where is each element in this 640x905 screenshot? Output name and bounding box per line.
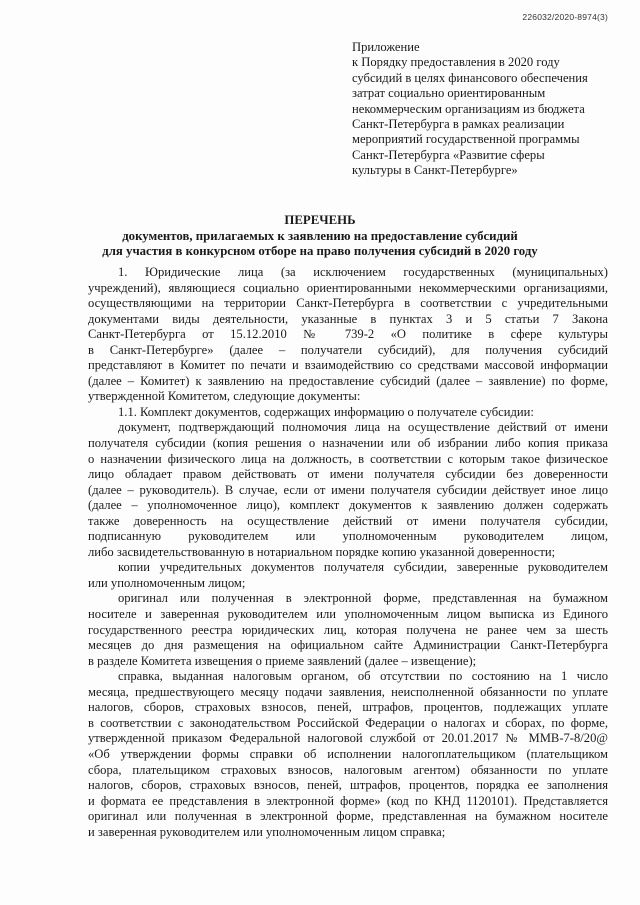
paragraph-line: в соответствии с законодательством Российской Федерации о налогах и сборах, по форме,	[88, 715, 608, 730]
paragraph-line: 1.1. Комплект документов, содержащих информацию о получателе субсидии:	[118, 404, 534, 419]
paragraph-line: утвержденной приказом Федеральной налоговой службой от 20.01.2017 № ММВ-7-8/20@	[88, 731, 608, 746]
paragraph-line: и заверенная руководителем или уполномоченным лицом справка;	[88, 824, 446, 839]
paragraph-line: месяца, предшествующего месяцу подачи заявления, неисполненной обязанности по уплате	[88, 684, 608, 699]
paragraph-line: о назначении физического лица на должность, в соответствии с которым такое физическое	[88, 451, 608, 466]
appendix-line: мероприятий государственной программы	[352, 132, 580, 147]
paragraph-line: (далее – руководитель). В случае, если от имени получателя субсидии действует иное лицо	[88, 482, 608, 497]
appendix-line: затрат социально ориентированным	[352, 86, 546, 101]
paragraph-line: лицо обладает правом действовать от имени получателя субсидии без доверенности	[88, 467, 608, 482]
appendix-line: Санкт-Петербурга в рамках реализации	[352, 117, 565, 132]
paragraph-line: документ, подтверждающий полномочия лица на осуществление действий от имени	[118, 420, 608, 435]
title-subtitle-line: для участия в конкурсном отборе на право получения субсидий в 2020 году	[102, 244, 538, 258]
paragraph-line: документами виды деятельности, указанные в пунктах 3 и 5 статьи 7 Закона	[88, 311, 608, 326]
appendix-line: культуры в Санкт-Петербурге»	[352, 163, 518, 178]
paragraph-line: справка, выданная налоговым органом, об отсутствии по состоянию на 1 число	[118, 669, 608, 684]
document-body	[88, 265, 608, 840]
paragraph-line: утвержденной Комитетом, следующие документы:	[88, 389, 361, 404]
appendix-header	[352, 40, 622, 179]
document-registration-number: 226032/2020-8974(3)	[522, 12, 608, 22]
paragraph-line: носителе и заверенная руководителем или уполномоченным лицом выписка из Единого	[88, 607, 608, 622]
appendix-line: к Порядку предоставления в 2020 году	[352, 55, 560, 70]
paragraph-line: или уполномоченным лицом;	[88, 575, 246, 590]
document-title	[0, 213, 640, 260]
paragraph-line: представляют в Комитет по печати и взаимодействию со средствами массовой информации	[88, 358, 608, 373]
paragraph-line: оригинал или полученная в электронной форме, представленная на бумажном	[118, 591, 608, 606]
paragraph-line: копии учредительных документов получателя субсидии, заверенные руководителем	[118, 560, 608, 575]
paragraph-line: «Об утверждении формы справки об исполнении налогоплательщиком (плательщиком	[88, 746, 608, 761]
appendix-line: Приложение	[352, 40, 420, 54]
paragraph-line: сбора, плательщиком страховых взносов, налоговым агентом) обязанности по уплате	[88, 762, 608, 777]
paragraph-line: налогов, сборов, страховых взносов, пеней, штрафов, процентов, порядка ее заполнения	[88, 778, 608, 793]
paragraph-line: месяцев до дня размещения на официальном сайте Администрации Санкт-Петербурга	[88, 638, 608, 653]
paragraph-line: получателя субсидии (копия решения о назначении или об избрании либо копия приказа	[88, 436, 608, 451]
paragraph-line: учреждений), являющиеся социально ориентированными некоммерческими организациями,	[88, 280, 608, 295]
paragraph-line: налогов, сборов, страховых взносов, пеней, штрафов, процентов, подлежащих уплате	[88, 700, 608, 715]
paragraph-line: либо засвидетельствованную в нотариальном порядке копию указанной доверенности;	[88, 544, 556, 559]
paragraph-line: в Санкт-Петербурге» (далее – получатели субсидий), для получения субсидий	[88, 342, 608, 357]
paragraph-line: и формата ее представления в электронной форме» (код по КНД 1120101). Представляется	[88, 793, 608, 808]
paragraph-line: оригинал или полученная в электронной форме, представленная на бумажном носителе	[88, 809, 608, 824]
paragraph-line: государственного реестра юридических лиц, которая получена не ранее чем за шесть	[88, 622, 608, 637]
paragraph-line: также доверенность на осуществление действий от имени получателя субсидии,	[88, 513, 608, 528]
paragraph-line: осуществляющими на территории Санкт-Петербурга в соответствии с учредительными	[88, 296, 608, 311]
paragraph-line: (далее – Комитет) к заявлению на предоставление субсидий (далее – заявление) по форме,	[88, 373, 608, 388]
paragraph-line: подписанную руководителем или уполномоченным руководителем лицом,	[88, 529, 608, 544]
title-heading: ПЕРЕЧЕНЬ	[284, 213, 356, 227]
appendix-line: Санкт-Петербурга «Развитие сферы	[352, 147, 545, 162]
appendix-line: субсидий в целях финансового обеспечения	[352, 70, 588, 85]
paragraph-line: Санкт-Петербурга от 15.12.2010 № 739-2 «О политике в сфере культуры	[88, 327, 608, 342]
title-subtitle-line: документов, прилагаемых к заявлению на предоставление субсидий	[122, 228, 518, 243]
paragraph-line: в разделе Комитета извещения о приеме заявлений (далее – извещение);	[88, 653, 477, 668]
appendix-line: некоммерческим организациям из бюджета	[352, 101, 585, 116]
paragraph-line: 1. Юридические лица (за исключением государственных (муниципальных)	[118, 265, 608, 279]
paragraph-line: (далее – уполномоченное лицо), комплект документов к заявлению должен содержать	[88, 498, 608, 513]
